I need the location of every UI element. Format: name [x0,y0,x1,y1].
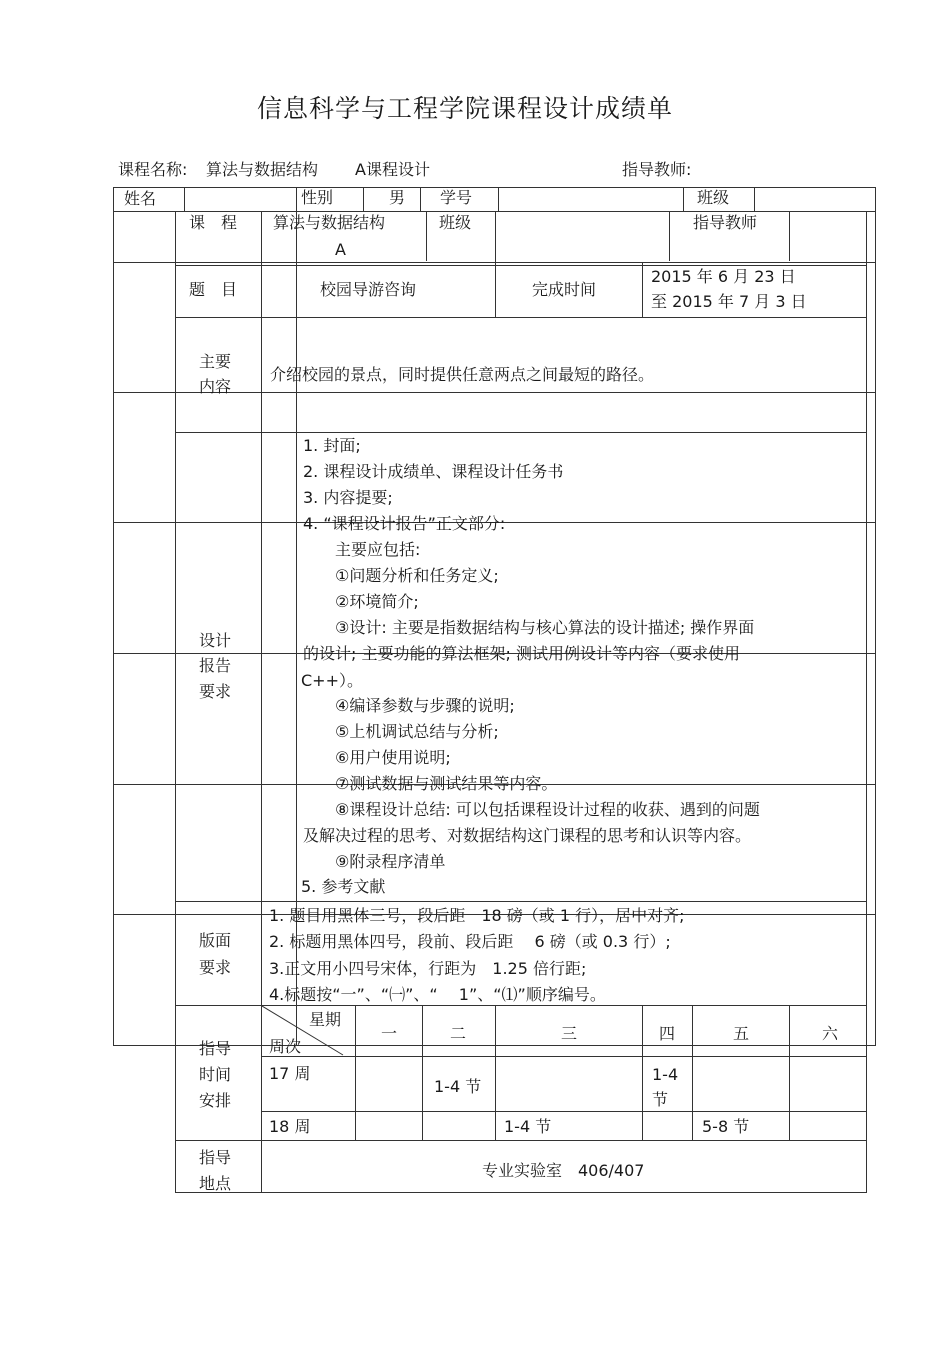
weekday-header: 二 [450,1024,467,1043]
report-line: 的设计; 主要功能的算法框架; 测试用例设计等内容（要求使用 [303,644,740,663]
topic-label: 题 目 [189,280,238,299]
week17-label: 17 周 [269,1064,311,1083]
format-line: 4.标题按“一”、“㈠”、“ 1”、“⑴”顺序编号。 [269,985,606,1004]
gender-label: 性别 [301,188,334,207]
week18-friday: 5-8 节 [702,1117,750,1136]
topic-value: 校园导游咨询 [320,280,417,299]
place-label-2: 地点 [199,1174,232,1193]
week18-label: 18 周 [269,1117,311,1136]
schedule-label-1: 指导 [199,1039,232,1058]
schedule-label-3: 安排 [199,1091,232,1110]
report-line: 5. 参考文献 [301,877,386,896]
report-line: ⑤上机调试总结与分析; [335,722,499,741]
format-line: 3.正文用小四号宋体，行距为 1.25 倍行距; [269,959,587,978]
student-id-label: 学号 [440,188,473,207]
course-value-line2: A [335,240,346,259]
report-line: 1. 封面; [303,436,361,455]
week17-thursday-1: 1-4 [652,1065,679,1084]
format-label-2: 要求 [199,958,232,977]
report-line: ①问题分析和任务定义; [335,566,499,585]
course-label: 课 程 [189,213,238,232]
report-label-2: 报告 [199,656,232,675]
place-value: 专业实验室 406/407 [482,1161,645,1180]
week18-wednesday: 1-4 节 [504,1117,552,1136]
schedule-label-2: 时间 [199,1065,232,1084]
report-label-3: 要求 [199,682,232,701]
report-line: 2. 课程设计成绩单、课程设计任务书 [303,462,564,481]
report-line: ⑥用户使用说明; [335,748,451,767]
teacher-label: 指导教师: [622,160,692,179]
weekday-header: 六 [822,1024,839,1043]
report-line: 及解决过程的思考、对数据结构这门课程的思考和认识等内容。 [303,826,752,845]
format-label-1: 版面 [199,931,232,950]
weekday-header: 一 [381,1024,398,1043]
report-line: ④编译参数与步骤的说明; [335,696,515,715]
report-line: ③设计: 主要是指数据结构与核心算法的设计描述; 操作界面 [335,618,755,637]
report-label-1: 设计 [199,631,232,650]
weekday-header: 四 [659,1024,676,1043]
task-teacher-label: 指导教师 [693,213,758,232]
content-label-1: 主要 [199,352,232,371]
course-name-value: 算法与数据结构 [206,160,319,179]
week17-thursday-2: 节 [652,1090,669,1109]
place-label-1: 指导 [199,1148,232,1167]
format-line: 2. 标题用黑体四号，段前、段后距 6 磅（或 0.3 行）; [269,932,671,951]
report-line: C++）。 [301,671,363,690]
gender-value: 男 [389,188,406,207]
finish-time-label: 完成时间 [532,280,597,299]
class-label: 班级 [697,188,730,207]
week17-tuesday: 1-4 节 [434,1077,482,1096]
format-line: 1. 题目用黑体三号，段后距 18 磅（或 1 行），居中对齐; [269,906,685,925]
report-line: ⑧课程设计总结: 可以包括课程设计过程的收获、遇到的问题 [335,800,760,819]
report-line: 主要应包括: [335,540,421,559]
course-name-label: 课程名称: [118,160,188,179]
content-label-2: 内容 [199,377,232,396]
report-line: ⑨附录程序清单 [335,852,446,871]
report-line: 3. 内容提要; [303,488,393,507]
name-label: 姓名 [124,189,157,208]
weekday-header: 五 [733,1024,750,1043]
task-class-label: 班级 [439,213,472,232]
page-title: 信息科学与工程学院课程设计成绩单 [257,94,674,123]
report-line: ⑦测试数据与测试结果等内容。 [335,774,558,793]
course-name-suffix: A课程设计 [355,160,430,179]
report-line: 4. “课程设计报告”正文部分: [303,514,506,533]
finish-time-line1: 2015 年 6 月 23 日 [651,267,796,286]
report-line: ②环境简介; [335,592,419,611]
schedule-corner-bottom: 周次 [269,1037,302,1056]
weekday-header: 三 [561,1024,578,1043]
finish-time-line2: 至 2015 年 7 月 3 日 [651,292,807,311]
content-value: 介绍校园的景点，同时提供任意两点之间最短的路径。 [270,365,655,384]
course-value-line1: 算法与数据结构 [273,213,386,232]
schedule-corner-top: 星期 [309,1010,342,1029]
